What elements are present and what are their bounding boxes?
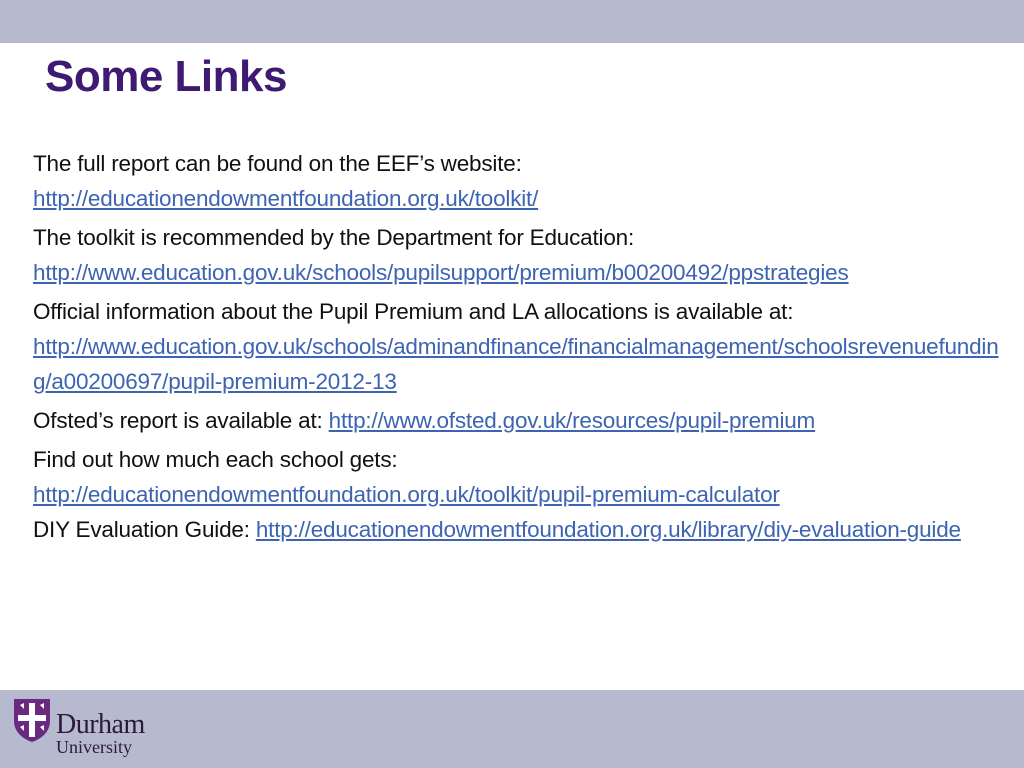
paragraph-ofsted xyxy=(33,403,1008,438)
paragraph-text: Official information about the Pupil Premium and LA allocations is available at: xyxy=(33,299,794,324)
paragraph-diy-guide xyxy=(33,512,1008,547)
university-crest-icon xyxy=(12,697,52,743)
paragraph-dfe xyxy=(33,220,1008,290)
paragraph-text: The toolkit is recommended by the Department for Education: xyxy=(33,225,635,250)
diy-evaluation-guide-link[interactable]: http://educationendowmentfoundation.org.uk/library/diy-evaluation-guide xyxy=(255,517,961,542)
logo-subtitle: University xyxy=(56,737,132,757)
dfe-pupil-support-link[interactable]: http://www.education.gov.uk/schools/pupilsupport/premium/b00200492/ppstrategies xyxy=(33,260,849,285)
top-banner xyxy=(0,0,1024,43)
links-list xyxy=(33,146,1008,547)
paragraph-text: The full report can be found on the EEF’s website: xyxy=(33,151,522,176)
slide-title: Some Links xyxy=(45,52,287,101)
paragraph-text: Ofsted’s report is available at: xyxy=(33,408,323,433)
logo-name: Durham xyxy=(56,709,145,740)
durham-university-logo xyxy=(12,697,172,761)
paragraph-school-funding xyxy=(33,442,1008,512)
paragraph-eef-report xyxy=(33,146,1008,216)
paragraph-pupil-premium-info xyxy=(33,294,1008,399)
paragraph-text: DIY Evaluation Guide: xyxy=(33,517,250,542)
eef-toolkit-link[interactable]: http://educationendowmentfoundation.org.uk/toolkit/ xyxy=(33,186,539,211)
ofsted-report-link[interactable]: http://www.ofsted.gov.uk/resources/pupil-premium xyxy=(328,408,816,433)
dfe-funding-link[interactable]: http://www.education.gov.uk/schools/adminandfinance/financialmanagement/schoolsrevenuefunding/a00200697/pupil-premium-2012-13 xyxy=(33,334,999,394)
premium-calculator-link[interactable]: http://educationendowmentfoundation.org.uk/toolkit/pupil-premium-calculator xyxy=(33,482,780,507)
paragraph-text: Find out how much each school gets: xyxy=(33,447,398,472)
